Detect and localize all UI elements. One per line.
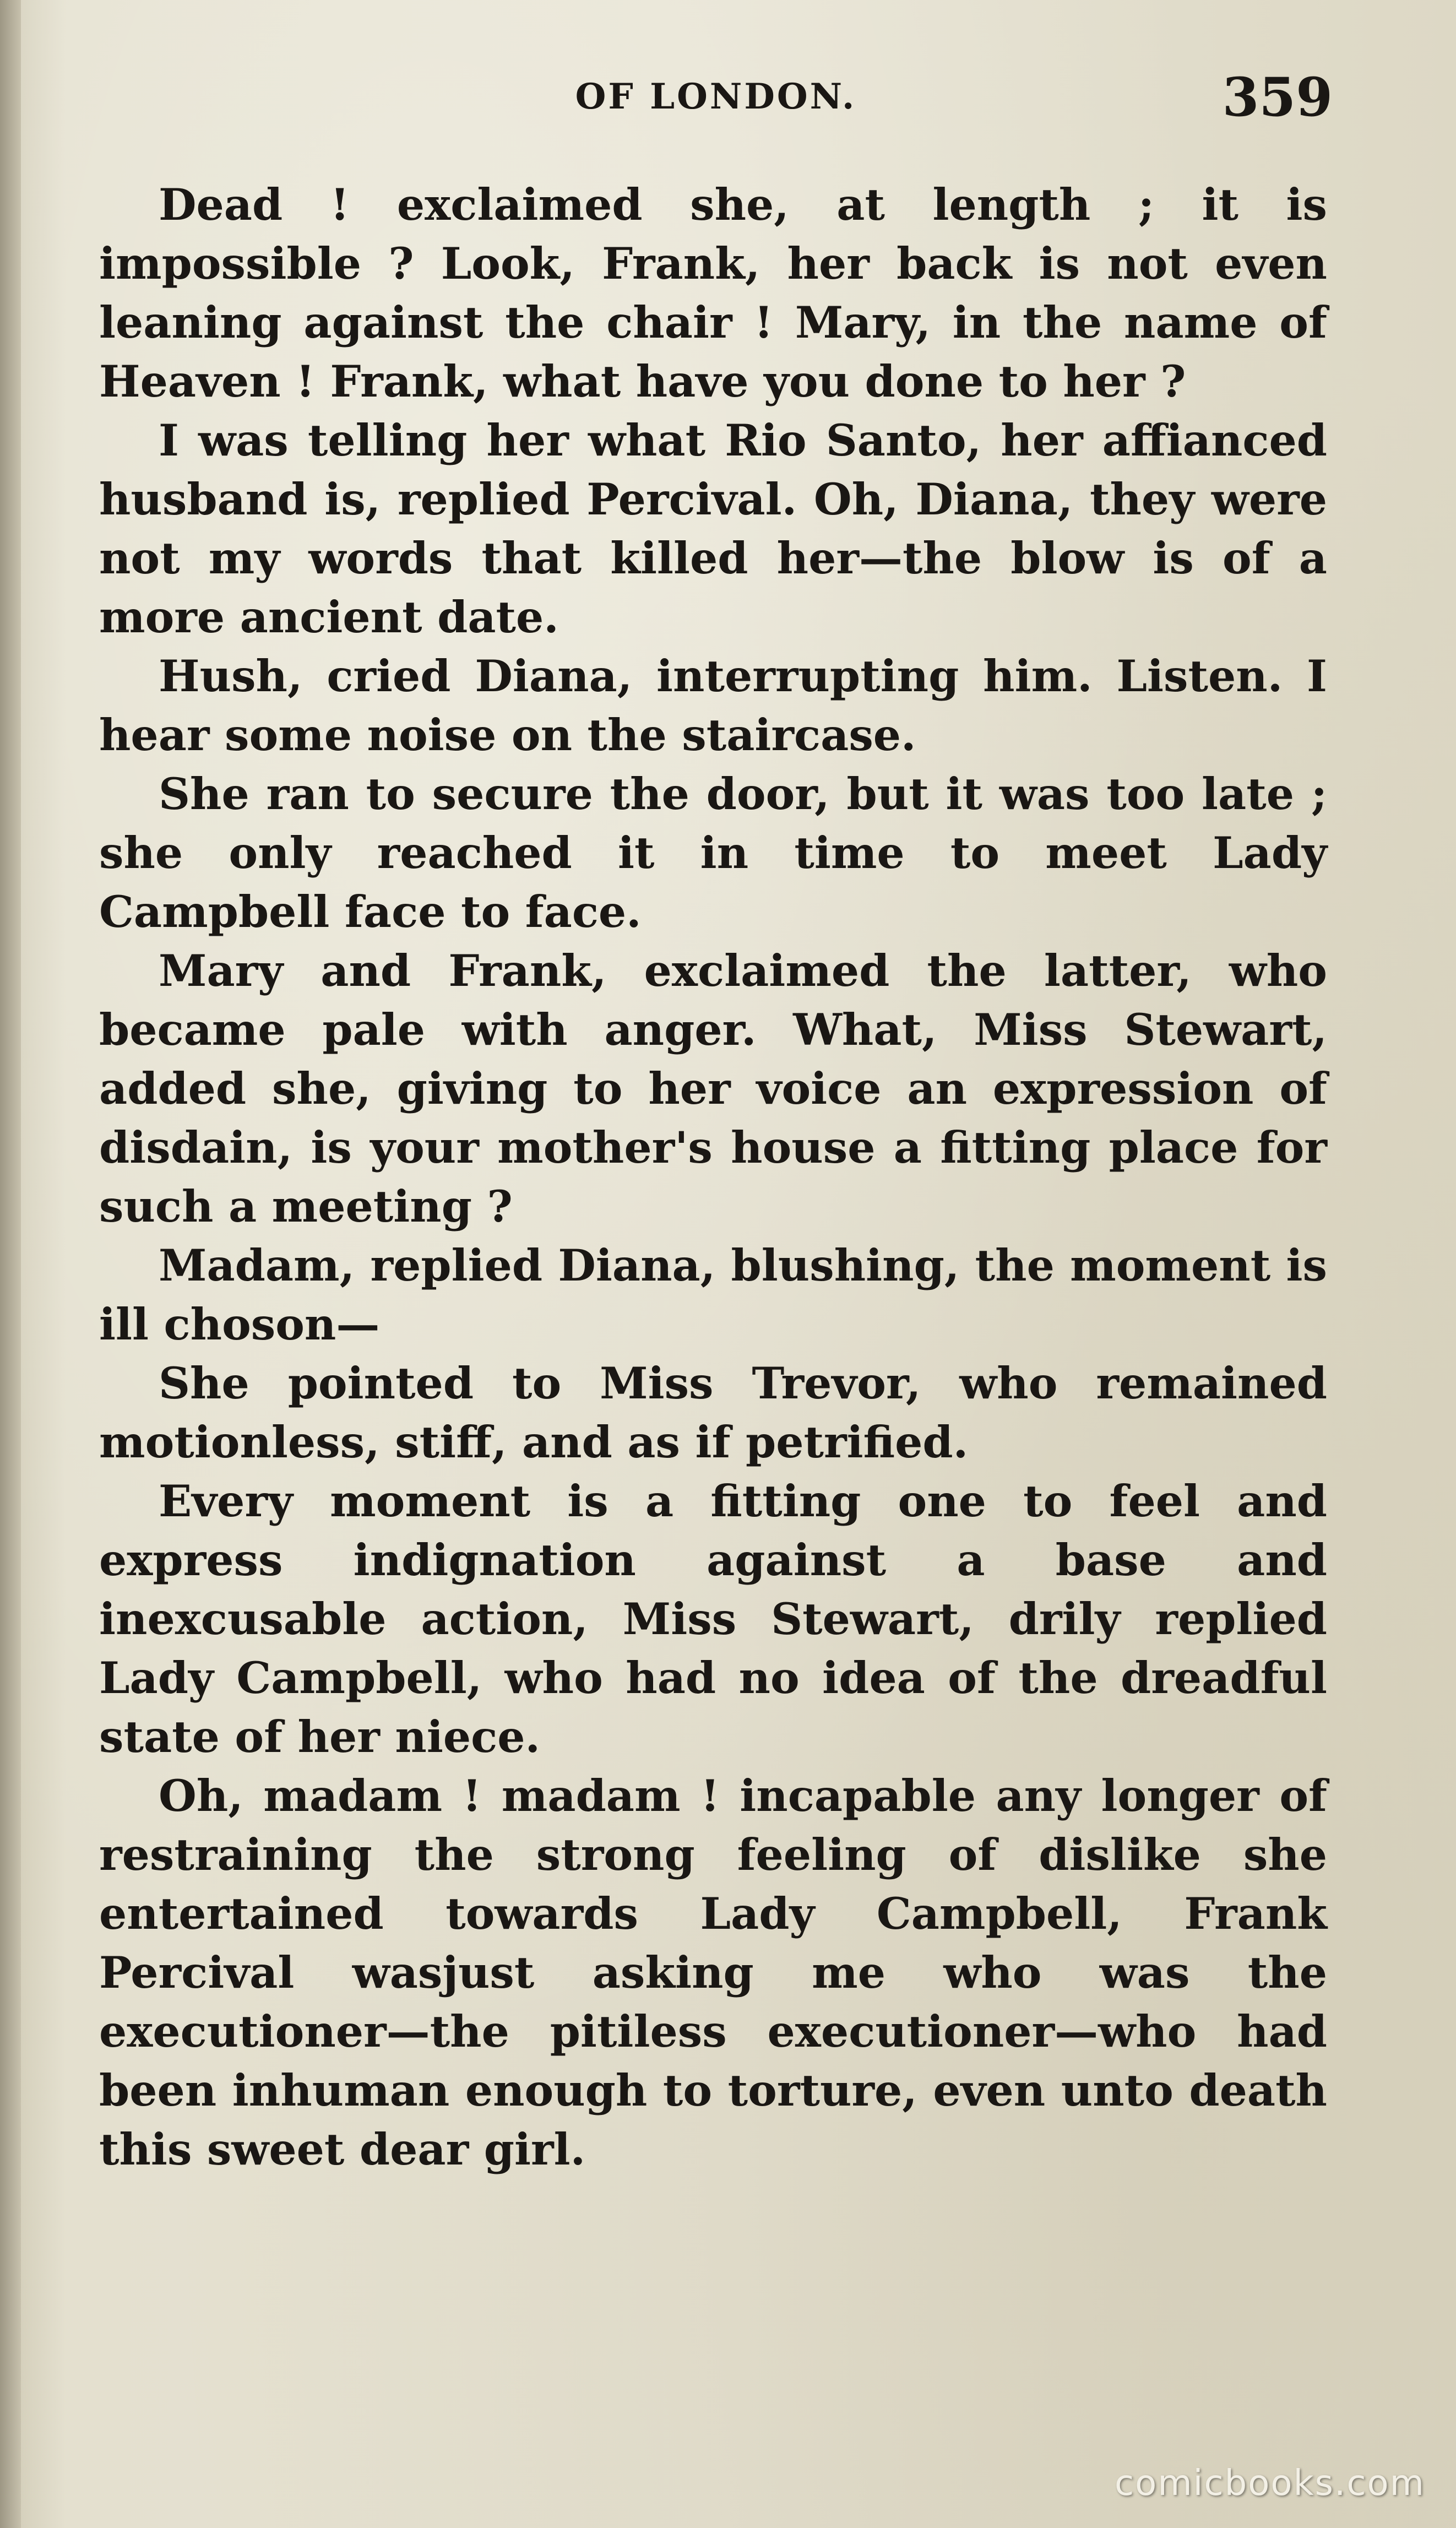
paragraph-5: Mary and Frank, exclaimed the latter, who became pale with anger. What, Miss Stewart, added she, giving to her voice an expression of disdain, is your mother's house a fitting place for such a meeting ? bbox=[99, 945, 1327, 1232]
running-head: OF LONDON. bbox=[575, 76, 857, 117]
page-number: 359 bbox=[1222, 66, 1333, 128]
page-header bbox=[99, 66, 1333, 127]
paragraph-4: She ran to secure the door, but it was too late ; she only reached it in time to meet Lady Campbell face to face. bbox=[99, 768, 1327, 937]
paragraph-2: I was telling her what Rio Santo, her affianced husband is, replied Percival. Oh, Diana, they were not my words that killed her—the blow is of a more ancient date. bbox=[99, 415, 1327, 643]
body-text bbox=[99, 175, 1327, 2179]
paragraph-6: Madam, replied Diana, blushing, the moment is ill choson— bbox=[99, 1240, 1327, 1350]
paragraph-3: Hush, cried Diana, interrupting him. Listen. I hear some noise on the staircase. bbox=[99, 650, 1327, 761]
watermark: comicbooks.com bbox=[1114, 2463, 1425, 2504]
paragraph-7: She pointed to Miss Trevor, who remained motionless, stiff, and as if petrified. bbox=[99, 1358, 1327, 1468]
paragraph-9: Oh, madam ! madam ! incapable any longer of restraining the strong feeling of dislike she entertained towards Lady Campbell, Frank Percival wasjust asking me who was the executioner—the pitiless executioner—who had been inhuman enough to torture, even unto death this sweet dear girl. bbox=[99, 1770, 1327, 2175]
page-gutter-shadow bbox=[0, 0, 21, 2528]
paragraph-8: Every moment is a fitting one to feel and express indignation against a base and inexcusable action, Miss Stewart, drily replied Lady Campbell, who had no idea of the dreadful state of her niece. bbox=[99, 1475, 1327, 1762]
paragraph-1: Dead ! exclaimed she, at length ; it is impossible ? Look, Frank, her back is not even leaning against the chair ! Mary, in the name of Heaven ! Frank, what have you done to her ? bbox=[99, 179, 1327, 407]
